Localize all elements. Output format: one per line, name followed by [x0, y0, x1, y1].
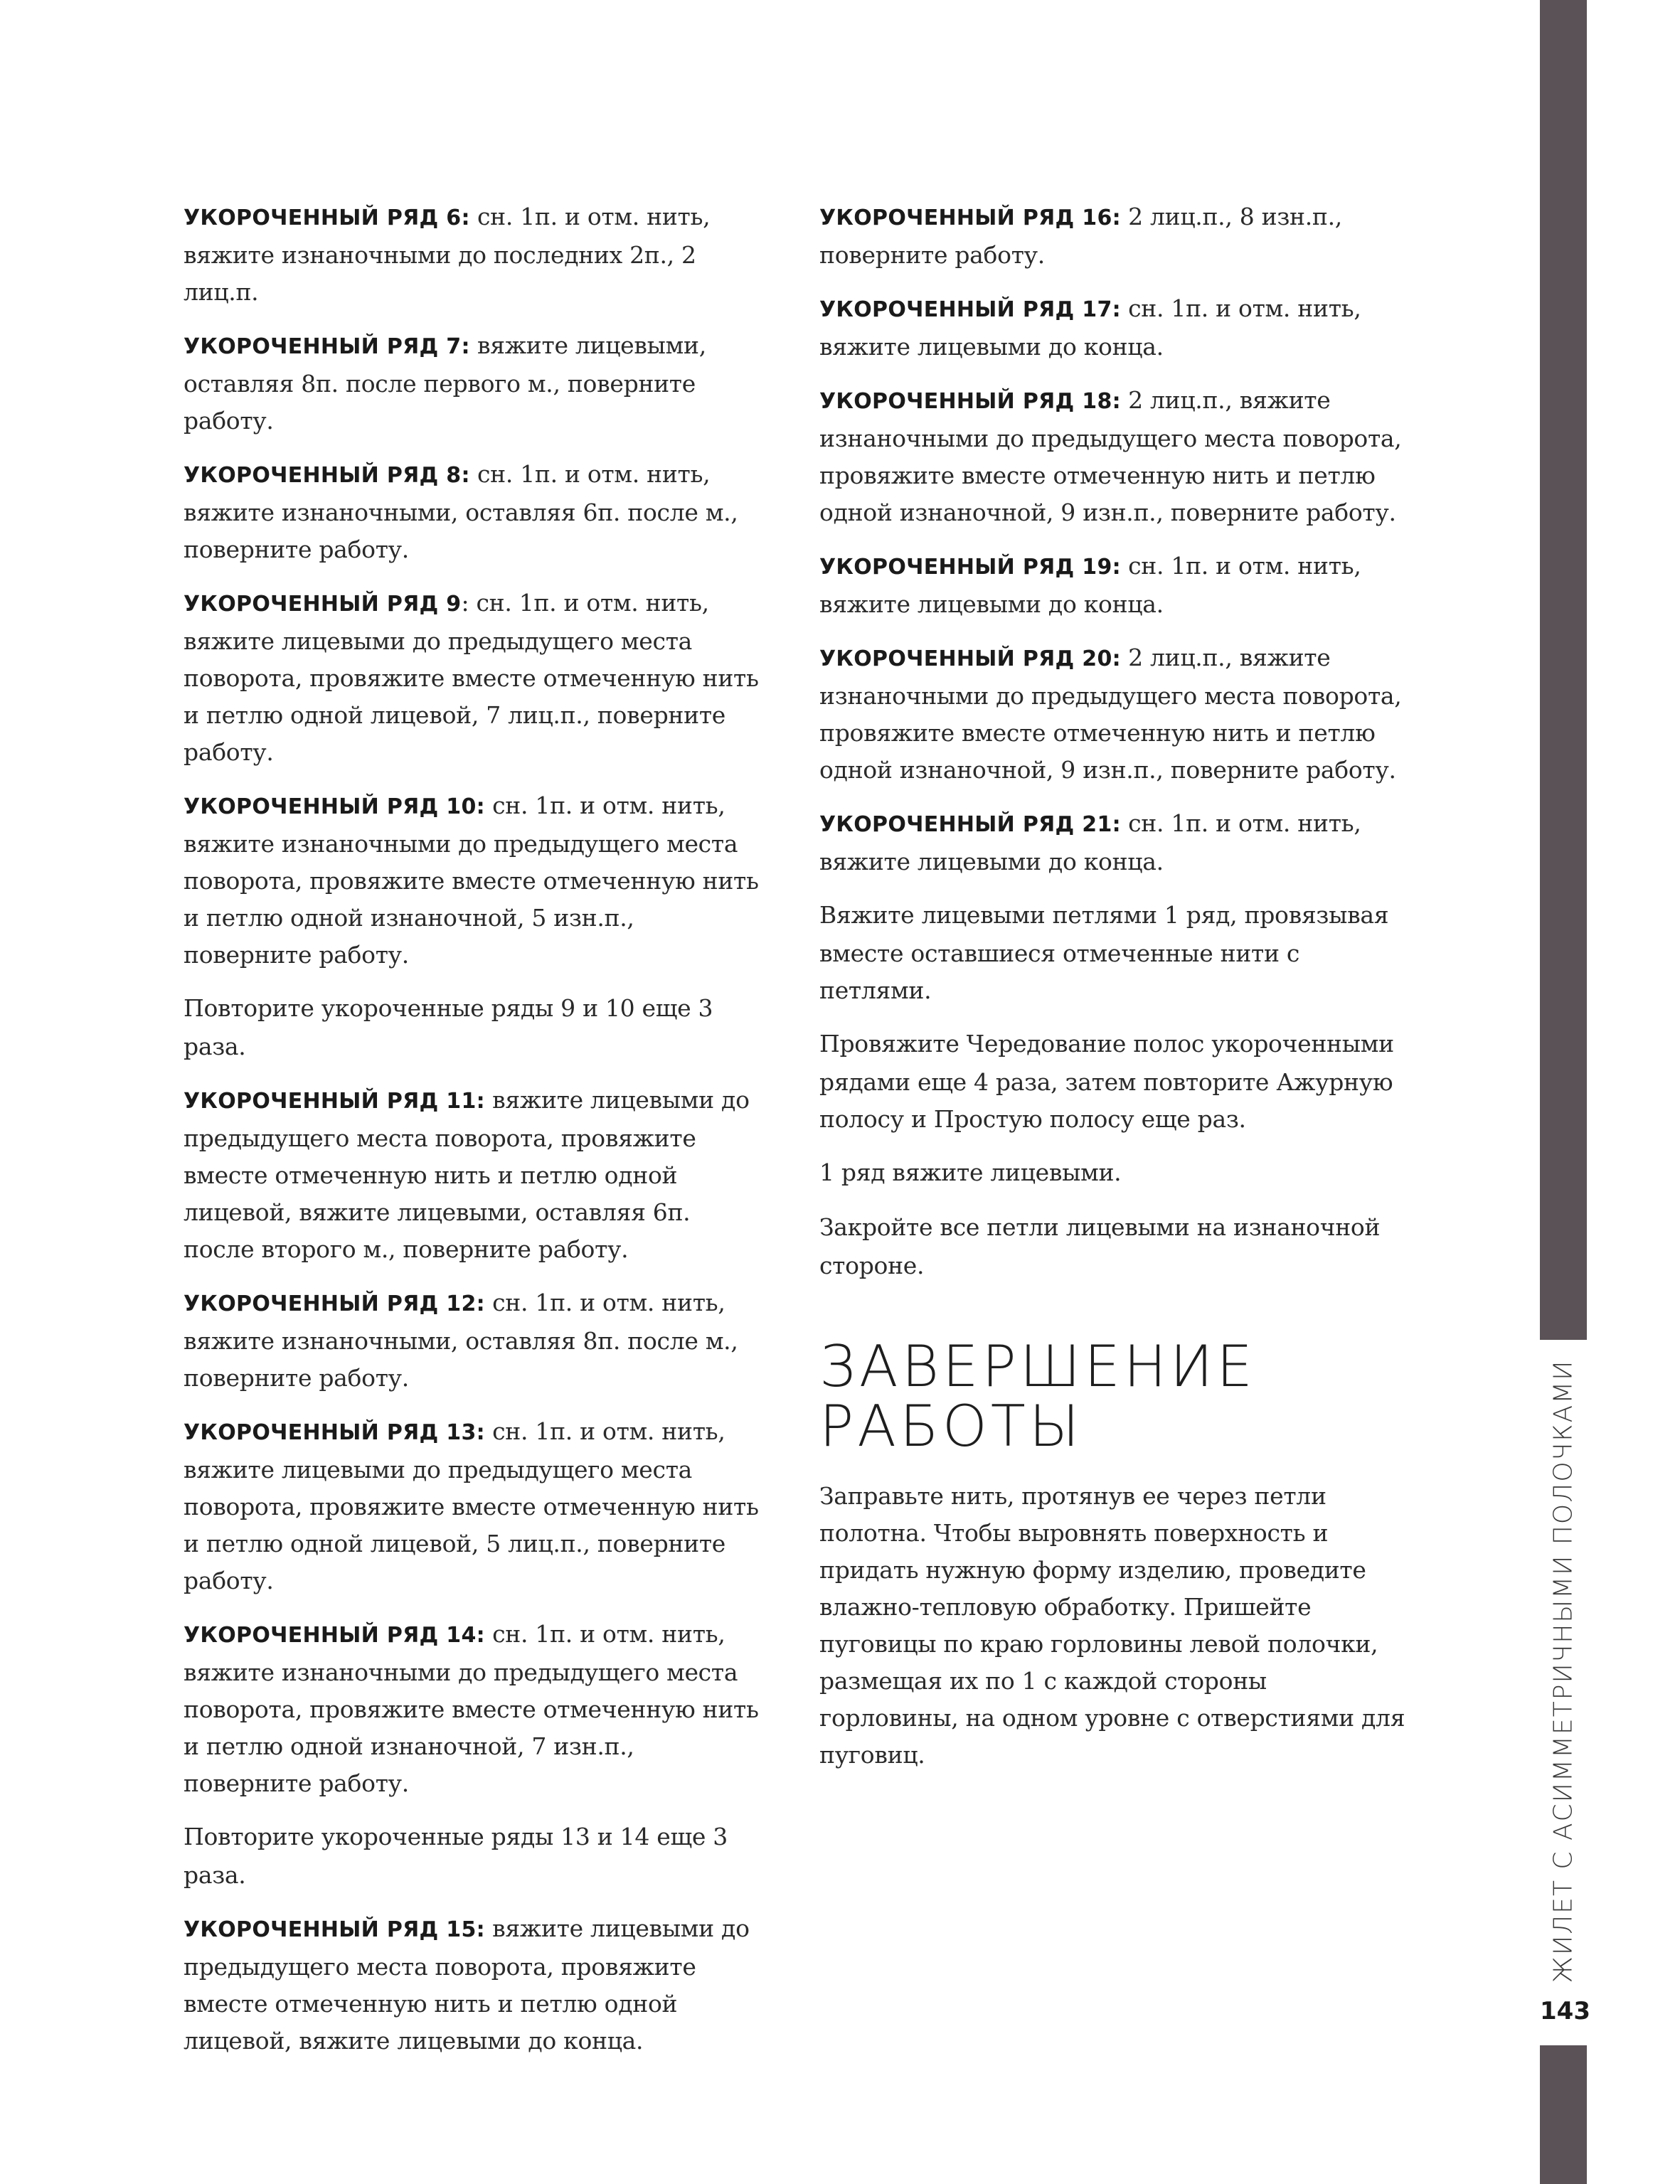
instruction-row-18 — [819, 382, 1410, 531]
section-title-line-2: РАБОТЫ — [819, 1393, 1083, 1459]
row-label: УКОРОЧЕННЫЙ РЯД 15: — [184, 1917, 485, 1942]
row-text: 2 лиц.п., вяжите изнаночными до предыдущего места поворота, провяжите вместе отмеченную нить и петлю одной изнаночной, 9 изн.п., поверните работу. — [819, 386, 1402, 526]
row-text: вяжите лицевыми до предыдущего места поворота, провяжите вместе отмеченную нить и петлю одной лицевой, вяжите лицевыми, оставляя 6п. после второго м., поверните работу. — [184, 1086, 750, 1263]
instruction-row-7 — [184, 327, 767, 440]
instruction-row-19 — [819, 548, 1410, 623]
sidebar-bar-bottom — [1540, 2045, 1587, 2184]
instruction-row-11 — [184, 1082, 767, 1268]
instruction-row-8 — [184, 456, 767, 568]
row-text: вяжите лицевыми, оставляя 8п. после первого м., поверните работу. — [184, 331, 706, 435]
row-text: сн. 1п. и отм. нить, вяжите изнаночными до последних 2п., 2 лиц.п. — [184, 203, 711, 306]
row-label: УКОРОЧЕННЫЙ РЯД 11: — [184, 1089, 485, 1114]
repeat-note-13-14 — [184, 1818, 767, 1894]
row-text: Вяжите лицевыми петлями 1 ряд, провязывая вместе оставшиеся отмеченные нити с петлями. — [819, 901, 1389, 1004]
knit-row-note — [819, 897, 1410, 1009]
row-label: УКОРОЧЕННЫЙ РЯД 7: — [184, 334, 470, 359]
row-text: сн. 1п. и отм. нить, вяжите изнаночными, оставляя 6п. после м., поверните работу. — [184, 460, 738, 563]
instruction-row-13 — [184, 1413, 767, 1599]
running-head-area — [1540, 1358, 1587, 1984]
instruction-row-10 — [184, 787, 767, 974]
row-text: вяжите лицевыми до предыдущего места поворота, провяжите вместе отмеченную нить и петлю одной лицевой, вяжите лицевыми до конца. — [184, 1914, 750, 2055]
instruction-row-14 — [184, 1616, 767, 1802]
section-title — [819, 1333, 1410, 1459]
row-text: 2 лиц.п., 8 изн.п., поверните работу. — [819, 203, 1342, 269]
running-head: ЖИЛЕТ С АСИММЕТРИЧНЫМИ ПОЛОЧКАМИ — [1548, 1359, 1578, 1983]
instruction-row-6 — [184, 198, 767, 311]
instruction-row-17 — [819, 290, 1410, 366]
row-text: Повторите укороченные ряды 9 и 10 еще 3 раза. — [184, 994, 713, 1060]
row-text: Провяжите Чередование полос укороченными рядами еще 4 раза, затем повторите Ажурную полосу и Простую полосу еще раз. — [819, 1030, 1394, 1133]
row-label: УКОРОЧЕННЫЙ РЯД 12: — [184, 1291, 485, 1316]
row-label: УКОРОЧЕННЫЙ РЯД 9 — [184, 592, 462, 617]
repeat-note-9-10 — [184, 990, 767, 1065]
page-number: 143 — [1540, 1997, 1590, 2025]
row-text: сн. 1п. и отм. нить, вяжите изнаночными, оставляя 8п. после м., поверните работу. — [184, 1289, 738, 1392]
row-text: сн. 1п. и отм. нить, вяжите изнаночными до предыдущего места поворота, провяжите вместе отмеченную нить и петлю одной изнаночной, 5 изн.п., поверните работу. — [184, 792, 759, 969]
row-text: Закройте все петли лицевыми на изнаночной стороне. — [819, 1213, 1381, 1279]
instruction-row-12 — [184, 1284, 767, 1397]
row-text: 2 лиц.п., вяжите изнаночными до предыдущего места поворота, провяжите вместе отмеченную нить и петлю одной изнаночной, 9 изн.п., поверните работу. — [819, 644, 1402, 784]
instruction-row-16 — [819, 198, 1410, 274]
row-label: УКОРОЧЕННЫЙ РЯД 10: — [184, 794, 485, 819]
sidebar-bar-top — [1540, 0, 1587, 1340]
section-body: Заправьте нить, протянув ее через петли полотна. Чтобы выровнять поверхность и придать нужную форму изделию, проведите влажно-тепловую обработку. Пришейте пуговицы по краю горловины левой полочки, размещая их по 1 с каждой стороны горловины, на одном уровне с отверстиями для пуговиц. — [819, 1482, 1405, 1769]
section-title-line-1: ЗАВЕРШЕНИЕ — [819, 1333, 1256, 1400]
repeat-stripes-note — [819, 1026, 1410, 1138]
row-text: Повторите укороченные ряды 13 и 14 еще 3 раза. — [184, 1823, 728, 1889]
row-text: сн. 1п. и отм. нить, вяжите лицевыми до конца. — [819, 809, 1361, 875]
row-text: сн. 1п. и отм. нить, вяжите лицевыми до конца. — [819, 294, 1361, 361]
left-column — [184, 198, 767, 2076]
knit-one-row-note — [819, 1154, 1410, 1193]
row-label: УКОРОЧЕННЫЙ РЯД 20: — [819, 646, 1121, 671]
row-label: УКОРОЧЕННЫЙ РЯД 16: — [819, 206, 1121, 230]
row-text: 1 ряд вяжите лицевыми. — [819, 1158, 1122, 1186]
instruction-row-15 — [184, 1910, 767, 2060]
row-label: УКОРОЧЕННЫЙ РЯД 19: — [819, 555, 1121, 580]
row-text: : сн. 1п. и отм. нить, вяжите лицевыми до предыдущего места поворота, провяжите вместе отмеченную нить и петлю одной лицевой, 7 лиц.п., поверните работу. — [184, 589, 759, 766]
row-label: УКОРОЧЕННЫЙ РЯД 14: — [184, 1623, 485, 1648]
row-label: УКОРОЧЕННЫЙ РЯД 17: — [819, 297, 1121, 322]
instruction-row-9 — [184, 585, 767, 771]
instruction-row-20 — [819, 639, 1410, 789]
bind-off-note — [819, 1209, 1410, 1284]
row-label: УКОРОЧЕННЫЙ РЯД 21: — [819, 812, 1121, 837]
row-text: сн. 1п. и отм. нить, вяжите изнаночными до предыдущего места поворота, провяжите вместе отмеченную нить и петлю одной изнаночной, 7 изн.п., поверните работу. — [184, 1620, 759, 1797]
instruction-row-21 — [819, 805, 1410, 880]
row-label: УКОРОЧЕННЫЙ РЯД 18: — [819, 389, 1121, 414]
row-text: сн. 1п. и отм. нить, вяжите лицевыми до предыдущего места поворота, провяжите вместе отмеченную нить и петлю одной лицевой, 5 лиц.п., поверните работу. — [184, 1417, 759, 1594]
right-column — [819, 198, 1410, 1790]
row-label: УКОРОЧЕННЫЙ РЯД 13: — [184, 1420, 485, 1445]
row-label: УКОРОЧЕННЫЙ РЯД 8: — [184, 463, 470, 488]
row-label: УКОРОЧЕННЫЙ РЯД 6: — [184, 206, 470, 230]
row-text: сн. 1п. и отм. нить, вяжите лицевыми до конца. — [819, 552, 1361, 618]
